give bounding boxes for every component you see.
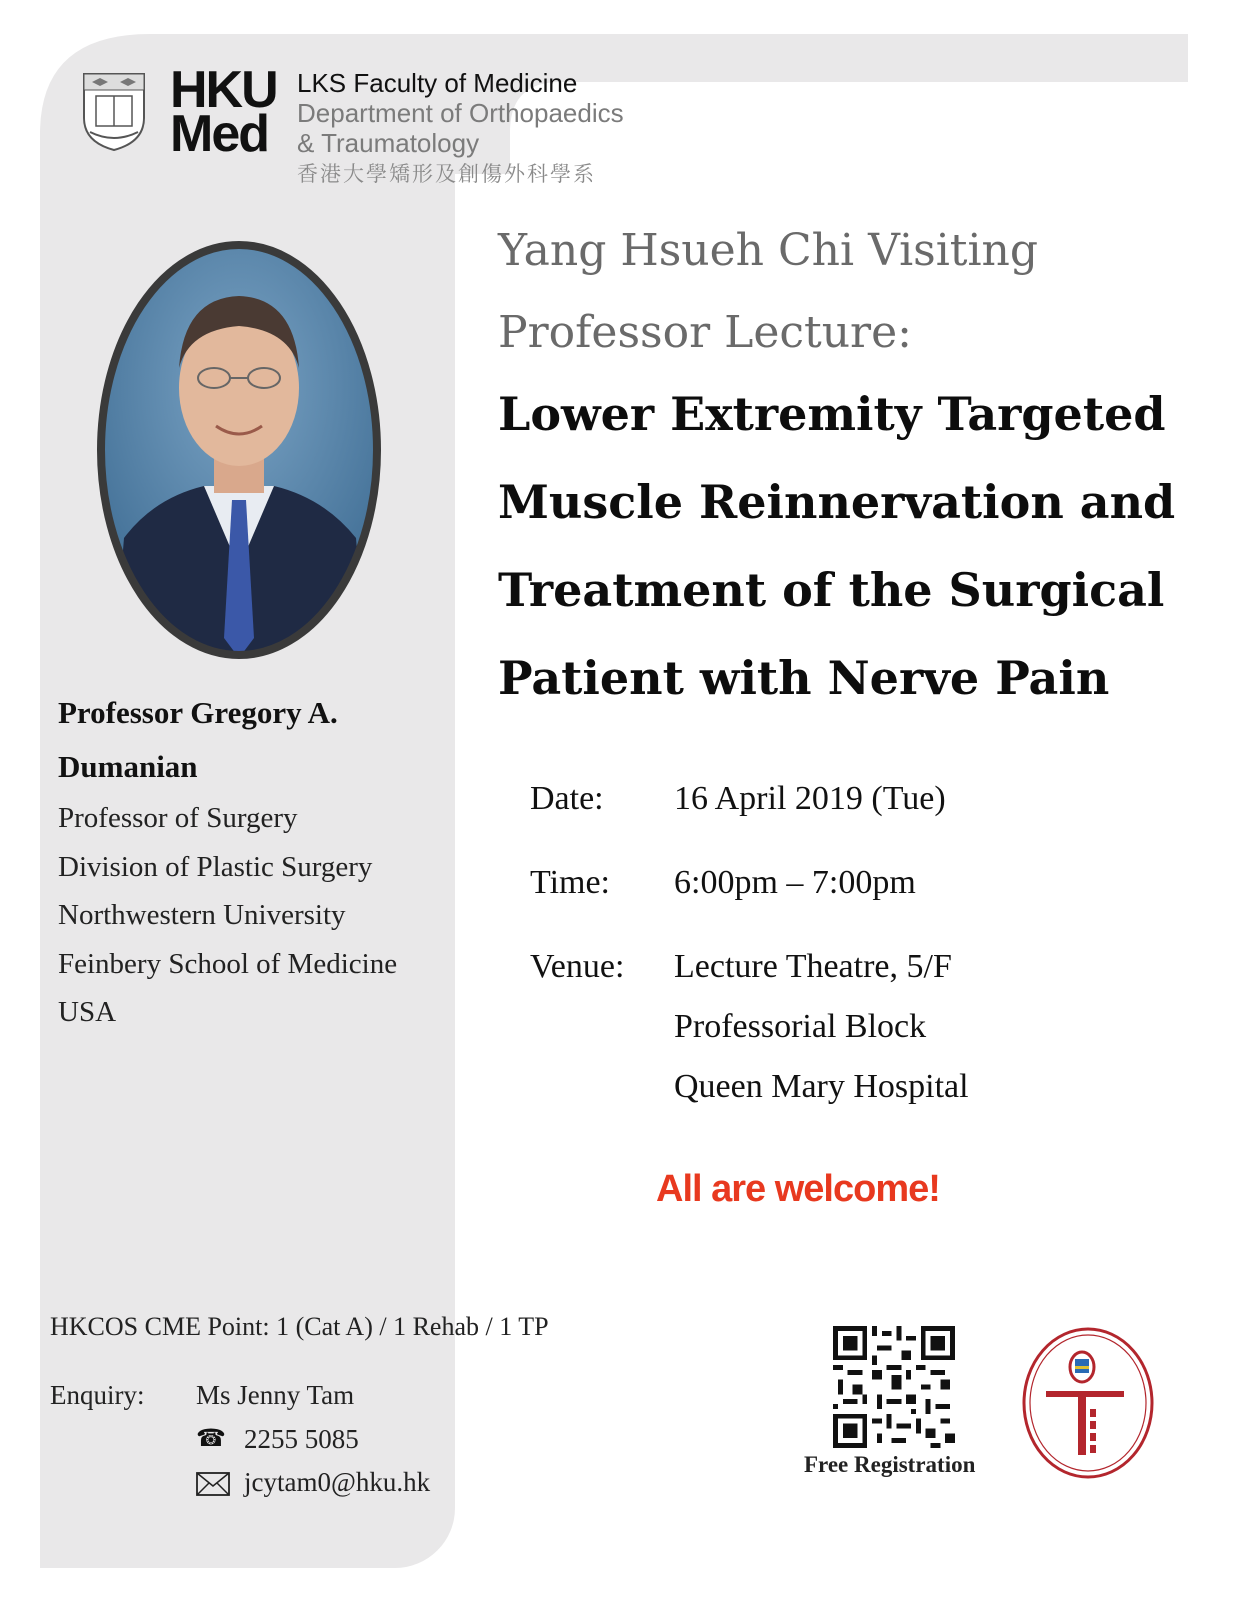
cme-points: HKCOS CME Point: 1 (Cat A) / 1 Rehab / 1 TP — [50, 1312, 549, 1341]
time-label: Time: — [530, 864, 611, 901]
faculty-name: LKS Faculty of Medicine — [297, 68, 578, 98]
hku-med-wordmark — [170, 61, 277, 163]
brand-line-2: Med — [170, 105, 268, 163]
venue-label: Venue: — [530, 948, 625, 985]
lecture-series — [498, 210, 1198, 374]
department-logo — [1020, 1325, 1156, 1481]
speaker-line: Northwestern University — [58, 899, 346, 931]
title-line-3: Treatment of the Surgical — [498, 563, 1165, 617]
title-line-2: Muscle Reinnervation and — [498, 475, 1176, 529]
speaker-line: Division of Plastic Surgery — [58, 850, 373, 883]
date-label: Date: — [530, 780, 604, 817]
venue-line: Professorial Block — [674, 1008, 927, 1045]
speaker-line: Professor of Surgery — [58, 802, 298, 834]
enquiry-name: Ms Jenny Tam — [196, 1380, 355, 1410]
faculty-block — [297, 68, 624, 190]
department-chinese: 香港大學矯形及創傷外科學系 — [297, 163, 596, 186]
lecture-title — [498, 370, 1218, 722]
date-value: 16 April 2019 (Tue) — [674, 780, 946, 817]
venue-line: Queen Mary Hospital — [674, 1068, 969, 1105]
title-line-1: Lower Extremity Targeted — [498, 387, 1166, 441]
brand-line-1: HKU — [170, 61, 277, 119]
enquiry-email[interactable]: jcytam0@hku.hk — [244, 1467, 431, 1497]
venue-line: Lecture Theatre, 5/F — [674, 948, 952, 985]
time-value: 6:00pm – 7:00pm — [674, 864, 916, 901]
speaker-info — [58, 686, 448, 1037]
speaker-name-line-2: Dumanian — [58, 749, 198, 784]
speaker-line: USA — [58, 996, 117, 1028]
free-registration-label: Free Registration — [804, 1452, 976, 1477]
speaker-portrait — [94, 238, 384, 662]
envelope-icon — [196, 1472, 230, 1496]
series-line-1: Yang Hsueh Chi Visiting — [498, 225, 1039, 276]
title-line-4: Patient with Nerve Pain — [498, 651, 1110, 705]
qr-code[interactable] — [833, 1326, 955, 1448]
enquiry-label: Enquiry: — [50, 1380, 145, 1410]
hku-crest — [80, 70, 148, 152]
enquiry-phone[interactable]: 2255 5085 — [244, 1424, 359, 1454]
speaker-name-line-1: Professor Gregory A. — [58, 695, 338, 730]
department-line-2: & Traumatology — [297, 128, 480, 158]
series-line-2: Professor Lecture: — [498, 307, 912, 358]
welcome-message: All are welcome! — [656, 1168, 940, 1210]
speaker-line: Feinbery School of Medicine — [58, 947, 398, 980]
telephone-icon: ☎ — [196, 1426, 226, 1452]
department-line-1: Department of Orthopaedics — [297, 98, 624, 128]
